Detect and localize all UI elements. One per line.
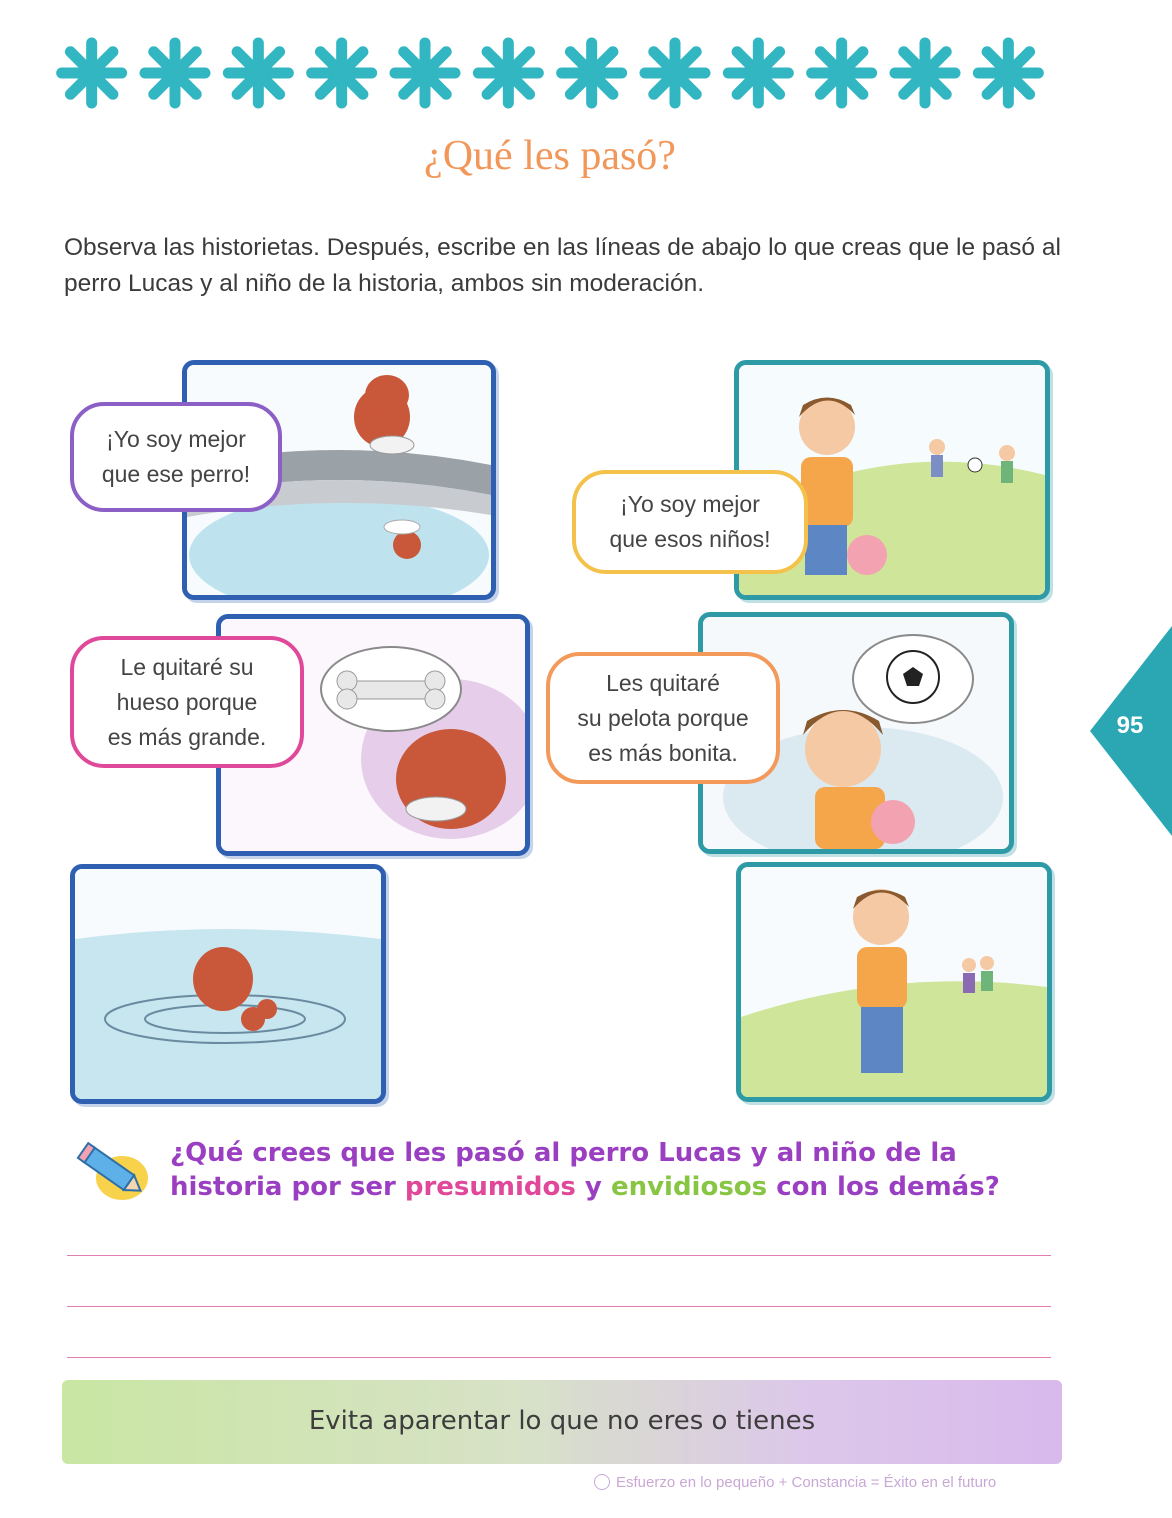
star-icon <box>145 43 205 103</box>
answer-line-1[interactable] <box>67 1255 1051 1256</box>
star-icon <box>562 43 622 103</box>
speech-bubble-boy-1: ¡Yo soy mejor que esos niños! <box>572 470 808 574</box>
motto-banner-text: Evita aparentar lo que no eres o tienes <box>308 1406 816 1436</box>
question-part-2: y <box>575 1172 611 1202</box>
star-decoration-row <box>50 28 1050 118</box>
dog-splashing-in-water-image <box>70 864 386 1104</box>
footer <box>594 1474 1064 1491</box>
star-icon <box>228 43 288 103</box>
answer-line-3[interactable] <box>67 1357 1051 1358</box>
star-icon <box>978 43 1038 103</box>
question-part-1: ¿Qué crees que les pasó al perro Lucas y al niño de la historia por ser <box>170 1138 957 1202</box>
sad-boy-alone-image <box>736 862 1052 1102</box>
speech-bubble-dog-2: Le quitaré su hueso porque es más grande. <box>70 636 304 768</box>
star-icon <box>478 43 538 103</box>
speech-bubble-boy-2: Les quitaré su pelota porque es más bonita. <box>546 652 780 784</box>
star-icon <box>312 43 372 103</box>
footer-text: Esfuerzo en lo pequeño + Constancia = Éxito en el futuro <box>616 1474 997 1491</box>
star-icon <box>812 43 872 103</box>
question-part-3: con los demás? <box>767 1172 1000 1202</box>
star-icon <box>62 43 122 103</box>
star-icon <box>895 43 955 103</box>
speech-bubble-dog-1: ¡Yo soy mejor que ese perro! <box>70 402 282 512</box>
smiley-icon <box>594 1474 610 1490</box>
reflection-question <box>170 1136 1070 1204</box>
pencil-icon <box>72 1138 152 1206</box>
star-icon <box>645 43 705 103</box>
answer-line-2[interactable] <box>67 1306 1051 1307</box>
word-envidiosos: envidiosos <box>610 1172 768 1202</box>
instructions-text: Observa las historietas. Después, escribe en las líneas de abajo lo que creas que le pasó al perro Lucas y al niño de la historia, ambos sin moderación. <box>64 234 1061 297</box>
page-number: 95 <box>1116 712 1144 739</box>
word-presumidos: presumidos <box>404 1172 576 1202</box>
star-icon <box>395 43 455 103</box>
page-title: ¿Qué les pasó? <box>424 133 676 179</box>
star-icon <box>728 43 788 103</box>
